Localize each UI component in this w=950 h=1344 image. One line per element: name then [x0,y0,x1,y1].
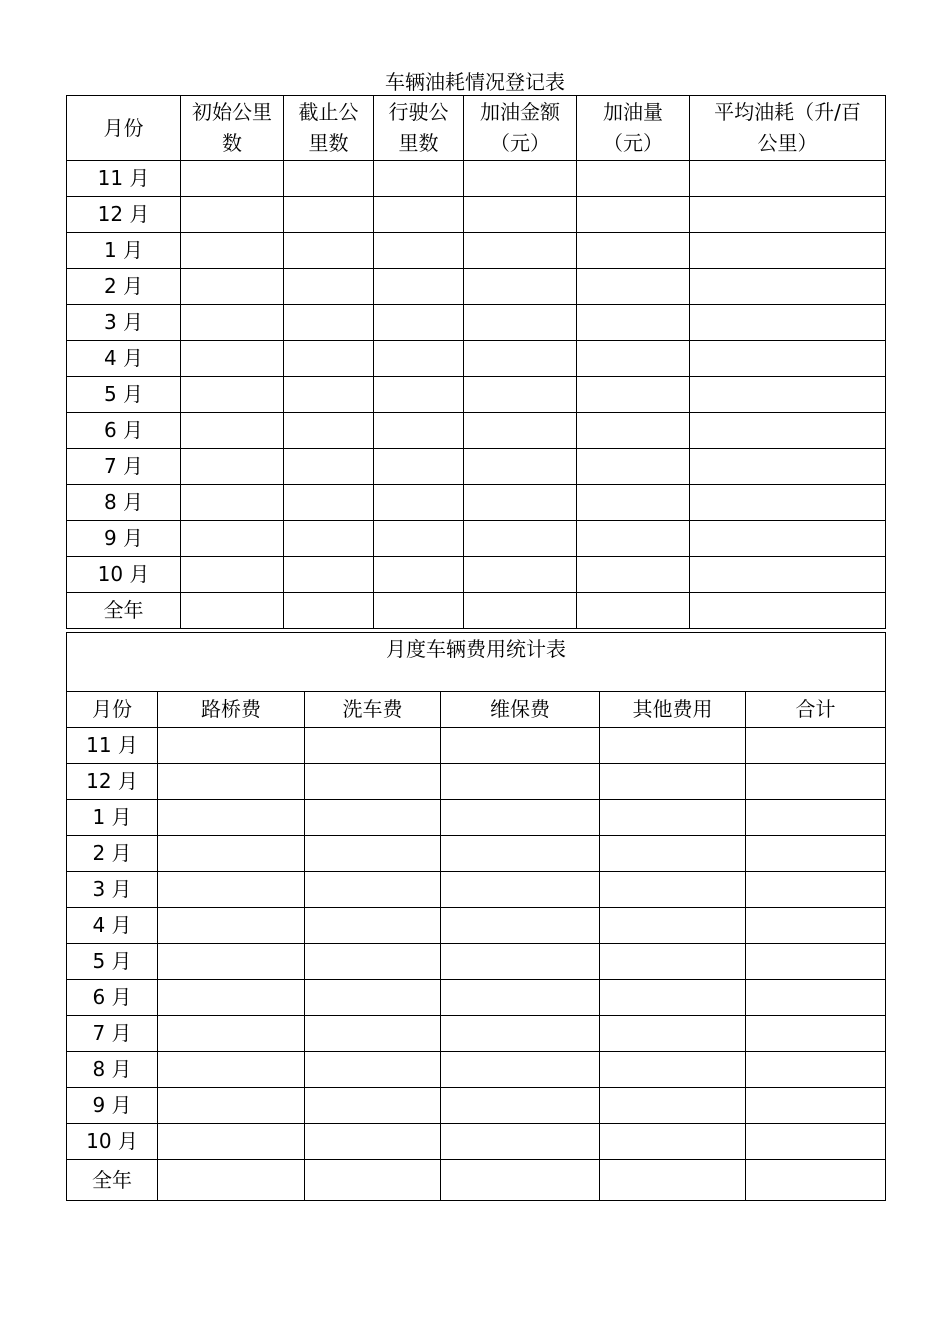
other-cell[interactable] [600,728,746,764]
header-total: 合计 [746,692,886,728]
fuel-table-row [67,413,886,449]
end-km-cell[interactable] [284,377,374,413]
month-cell: 全年 [67,1160,158,1201]
start-km-cell[interactable] [181,413,284,449]
fuel-volume-cell[interactable] [577,269,690,305]
fuel-volume-cell[interactable] [577,413,690,449]
expense-table-row [67,1124,886,1160]
start-km-cell[interactable] [181,161,284,197]
expense-statistics-table [66,632,886,1201]
total-cell[interactable] [746,980,886,1016]
fuel-volume-cell[interactable] [577,449,690,485]
other-cell[interactable] [600,1088,746,1124]
fuel-amount-cell[interactable] [464,557,577,593]
other-cell[interactable] [600,1016,746,1052]
total-cell[interactable] [746,836,886,872]
end-km-cell[interactable] [284,233,374,269]
header-car-wash: 洗车费 [305,692,441,728]
fuel-table-row [67,305,886,341]
expense-table-title-row [67,633,886,692]
month-cell: 8 月 [67,1052,158,1088]
maintenance-cell[interactable] [441,800,600,836]
driven-km-cell[interactable] [374,521,464,557]
car-wash-cell[interactable] [305,1088,441,1124]
fuel-amount-cell[interactable] [464,305,577,341]
car-wash-cell[interactable] [305,836,441,872]
end-km-cell[interactable] [284,557,374,593]
start-km-cell[interactable] [181,593,284,629]
car-wash-cell[interactable] [305,1052,441,1088]
fuel-volume-cell[interactable] [577,557,690,593]
avg-consumption-cell[interactable] [690,161,886,197]
month-cell: 4 月 [67,341,181,377]
maintenance-cell[interactable] [441,1124,600,1160]
fuel-table-title: 车辆油耗情况登记表 [385,70,565,94]
header-maintenance: 维保费 [441,692,600,728]
maintenance-cell[interactable] [441,944,600,980]
car-wash-cell[interactable] [305,1124,441,1160]
header-toll: 路桥费 [158,692,305,728]
fuel-table-row [67,557,886,593]
fuel-table-header-row [67,96,886,161]
toll-cell[interactable] [158,1124,305,1160]
avg-consumption-cell[interactable] [690,341,886,377]
end-km-cell[interactable] [284,341,374,377]
total-cell[interactable] [746,944,886,980]
driven-km-cell[interactable] [374,449,464,485]
month-cell: 2 月 [67,269,181,305]
expense-table-row [67,1088,886,1124]
fuel-volume-cell[interactable] [577,593,690,629]
header-month: 月份 [67,692,158,728]
fuel-table-row [67,341,886,377]
start-km-cell[interactable] [181,521,284,557]
fuel-table-row [67,377,886,413]
fuel-amount-cell[interactable] [464,521,577,557]
fuel-table-row [67,269,886,305]
car-wash-cell[interactable] [305,944,441,980]
start-km-cell[interactable] [181,197,284,233]
end-km-cell[interactable] [284,413,374,449]
start-km-cell[interactable] [181,269,284,305]
end-km-cell[interactable] [284,269,374,305]
fuel-table-row [67,593,886,629]
total-cell[interactable] [746,1088,886,1124]
month-cell: 3 月 [67,872,158,908]
month-cell: 2 月 [67,836,158,872]
header-avg-consumption: 平均油耗（升/百 公里） [690,96,886,161]
total-cell[interactable] [746,800,886,836]
total-cell[interactable] [746,872,886,908]
expense-table-title: 月度车辆费用统计表 [67,633,886,692]
toll-cell[interactable] [158,1052,305,1088]
expense-table-row [67,728,886,764]
fuel-amount-cell[interactable] [464,269,577,305]
expense-table-row [67,1160,886,1201]
avg-consumption-cell[interactable] [690,485,886,521]
month-cell: 9 月 [67,521,181,557]
fuel-volume-cell[interactable] [577,341,690,377]
end-km-cell[interactable] [284,593,374,629]
toll-cell[interactable] [158,728,305,764]
start-km-cell[interactable] [181,485,284,521]
toll-cell[interactable] [158,872,305,908]
end-km-cell[interactable] [284,305,374,341]
avg-consumption-cell[interactable] [690,377,886,413]
header-month: 月份 [67,96,181,161]
end-km-cell[interactable] [284,161,374,197]
toll-cell[interactable] [158,980,305,1016]
fuel-table-row [67,449,886,485]
start-km-cell[interactable] [181,377,284,413]
fuel-volume-cell[interactable] [577,377,690,413]
driven-km-cell[interactable] [374,269,464,305]
month-cell: 10 月 [67,557,181,593]
fuel-table-row [67,521,886,557]
fuel-table-row [67,233,886,269]
end-km-cell[interactable] [284,197,374,233]
start-km-cell[interactable] [181,305,284,341]
maintenance-cell[interactable] [441,764,600,800]
header-fuel-amount: 加油金额 （元） [464,96,577,161]
expense-table-row [67,836,886,872]
maintenance-cell[interactable] [441,836,600,872]
fuel-amount-cell[interactable] [464,485,577,521]
toll-cell[interactable] [158,836,305,872]
header-end-km: 截止公 里数 [284,96,374,161]
fuel-table-row [67,161,886,197]
fuel-volume-cell[interactable] [577,485,690,521]
car-wash-cell[interactable] [305,800,441,836]
month-cell: 7 月 [67,449,181,485]
toll-cell[interactable] [158,1016,305,1052]
driven-km-cell[interactable] [374,233,464,269]
maintenance-cell[interactable] [441,1016,600,1052]
start-km-cell[interactable] [181,341,284,377]
other-cell[interactable] [600,980,746,1016]
driven-km-cell[interactable] [374,557,464,593]
fuel-amount-cell[interactable] [464,161,577,197]
other-cell[interactable] [600,1052,746,1088]
expense-table-row [67,944,886,980]
total-cell[interactable] [746,728,886,764]
month-cell: 7 月 [67,1016,158,1052]
fuel-amount-cell[interactable] [464,377,577,413]
expense-table-row [67,1052,886,1088]
fuel-amount-cell[interactable] [464,341,577,377]
toll-cell[interactable] [158,944,305,980]
month-cell: 1 月 [67,800,158,836]
month-cell: 8 月 [67,485,181,521]
maintenance-cell[interactable] [441,872,600,908]
fuel-amount-cell[interactable] [464,593,577,629]
start-km-cell[interactable] [181,233,284,269]
fuel-volume-cell[interactable] [577,233,690,269]
month-cell: 12 月 [67,197,181,233]
total-cell[interactable] [746,764,886,800]
month-cell: 5 月 [67,944,158,980]
month-cell: 11 月 [67,161,181,197]
start-km-cell[interactable] [181,557,284,593]
driven-km-cell[interactable] [374,305,464,341]
other-cell[interactable] [600,764,746,800]
car-wash-cell[interactable] [305,1016,441,1052]
fuel-table-row [67,197,886,233]
maintenance-cell[interactable] [441,728,600,764]
header-start-km: 初始公里 数 [181,96,284,161]
expense-table-row [67,872,886,908]
other-cell[interactable] [600,908,746,944]
expense-table-row [67,764,886,800]
fuel-volume-cell[interactable] [577,161,690,197]
end-km-cell[interactable] [284,485,374,521]
car-wash-cell[interactable] [305,764,441,800]
total-cell[interactable] [746,1124,886,1160]
expense-table-row [67,1016,886,1052]
expense-table-header-row [67,692,886,728]
fuel-amount-cell[interactable] [464,233,577,269]
fuel-amount-cell[interactable] [464,197,577,233]
end-km-cell[interactable] [284,521,374,557]
maintenance-cell[interactable] [441,1052,600,1088]
month-cell: 9 月 [67,1088,158,1124]
car-wash-cell[interactable] [305,980,441,1016]
month-cell: 6 月 [67,980,158,1016]
maintenance-cell[interactable] [441,980,600,1016]
other-cell[interactable] [600,1124,746,1160]
avg-consumption-cell[interactable] [690,305,886,341]
other-cell[interactable] [600,872,746,908]
total-cell[interactable] [746,1016,886,1052]
driven-km-cell[interactable] [374,593,464,629]
toll-cell[interactable] [158,1088,305,1124]
total-cell[interactable] [746,1052,886,1088]
other-cell[interactable] [600,836,746,872]
toll-cell[interactable] [158,908,305,944]
month-cell: 12 月 [67,764,158,800]
start-km-cell[interactable] [181,449,284,485]
fuel-table-row [67,485,886,521]
car-wash-cell[interactable] [305,728,441,764]
month-cell: 4 月 [67,908,158,944]
fuel-consumption-table [66,95,886,629]
month-cell: 3 月 [67,305,181,341]
avg-consumption-cell[interactable] [690,269,886,305]
car-wash-cell[interactable] [305,1160,441,1201]
total-cell[interactable] [746,908,886,944]
toll-cell[interactable] [158,800,305,836]
avg-consumption-cell[interactable] [690,557,886,593]
month-cell: 5 月 [67,377,181,413]
car-wash-cell[interactable] [305,872,441,908]
toll-cell[interactable] [158,764,305,800]
end-km-cell[interactable] [284,449,374,485]
driven-km-cell[interactable] [374,485,464,521]
other-cell[interactable] [600,1160,746,1201]
driven-km-cell[interactable] [374,341,464,377]
fuel-amount-cell[interactable] [464,413,577,449]
maintenance-cell[interactable] [441,1088,600,1124]
header-other: 其他费用 [600,692,746,728]
fuel-amount-cell[interactable] [464,449,577,485]
driven-km-cell[interactable] [374,161,464,197]
other-cell[interactable] [600,944,746,980]
month-cell: 10 月 [67,1124,158,1160]
driven-km-cell[interactable] [374,413,464,449]
fuel-volume-cell[interactable] [577,305,690,341]
car-wash-cell[interactable] [305,908,441,944]
maintenance-cell[interactable] [441,1160,600,1201]
expense-table-row [67,980,886,1016]
avg-consumption-cell[interactable] [690,197,886,233]
maintenance-cell[interactable] [441,908,600,944]
fuel-volume-cell[interactable] [577,197,690,233]
header-fuel-volume: 加油量 （元） [577,96,690,161]
avg-consumption-cell[interactable] [690,233,886,269]
driven-km-cell[interactable] [374,197,464,233]
toll-cell[interactable] [158,1160,305,1201]
avg-consumption-cell[interactable] [690,413,886,449]
expense-table-row [67,800,886,836]
other-cell[interactable] [600,800,746,836]
avg-consumption-cell[interactable] [690,593,886,629]
avg-consumption-cell[interactable] [690,449,886,485]
avg-consumption-cell[interactable] [690,521,886,557]
total-cell[interactable] [746,1160,886,1201]
fuel-volume-cell[interactable] [577,521,690,557]
header-driven-km: 行驶公 里数 [374,96,464,161]
driven-km-cell[interactable] [374,377,464,413]
month-cell: 全年 [67,593,181,629]
month-cell: 11 月 [67,728,158,764]
expense-table-row [67,908,886,944]
month-cell: 6 月 [67,413,181,449]
month-cell: 1 月 [67,233,181,269]
